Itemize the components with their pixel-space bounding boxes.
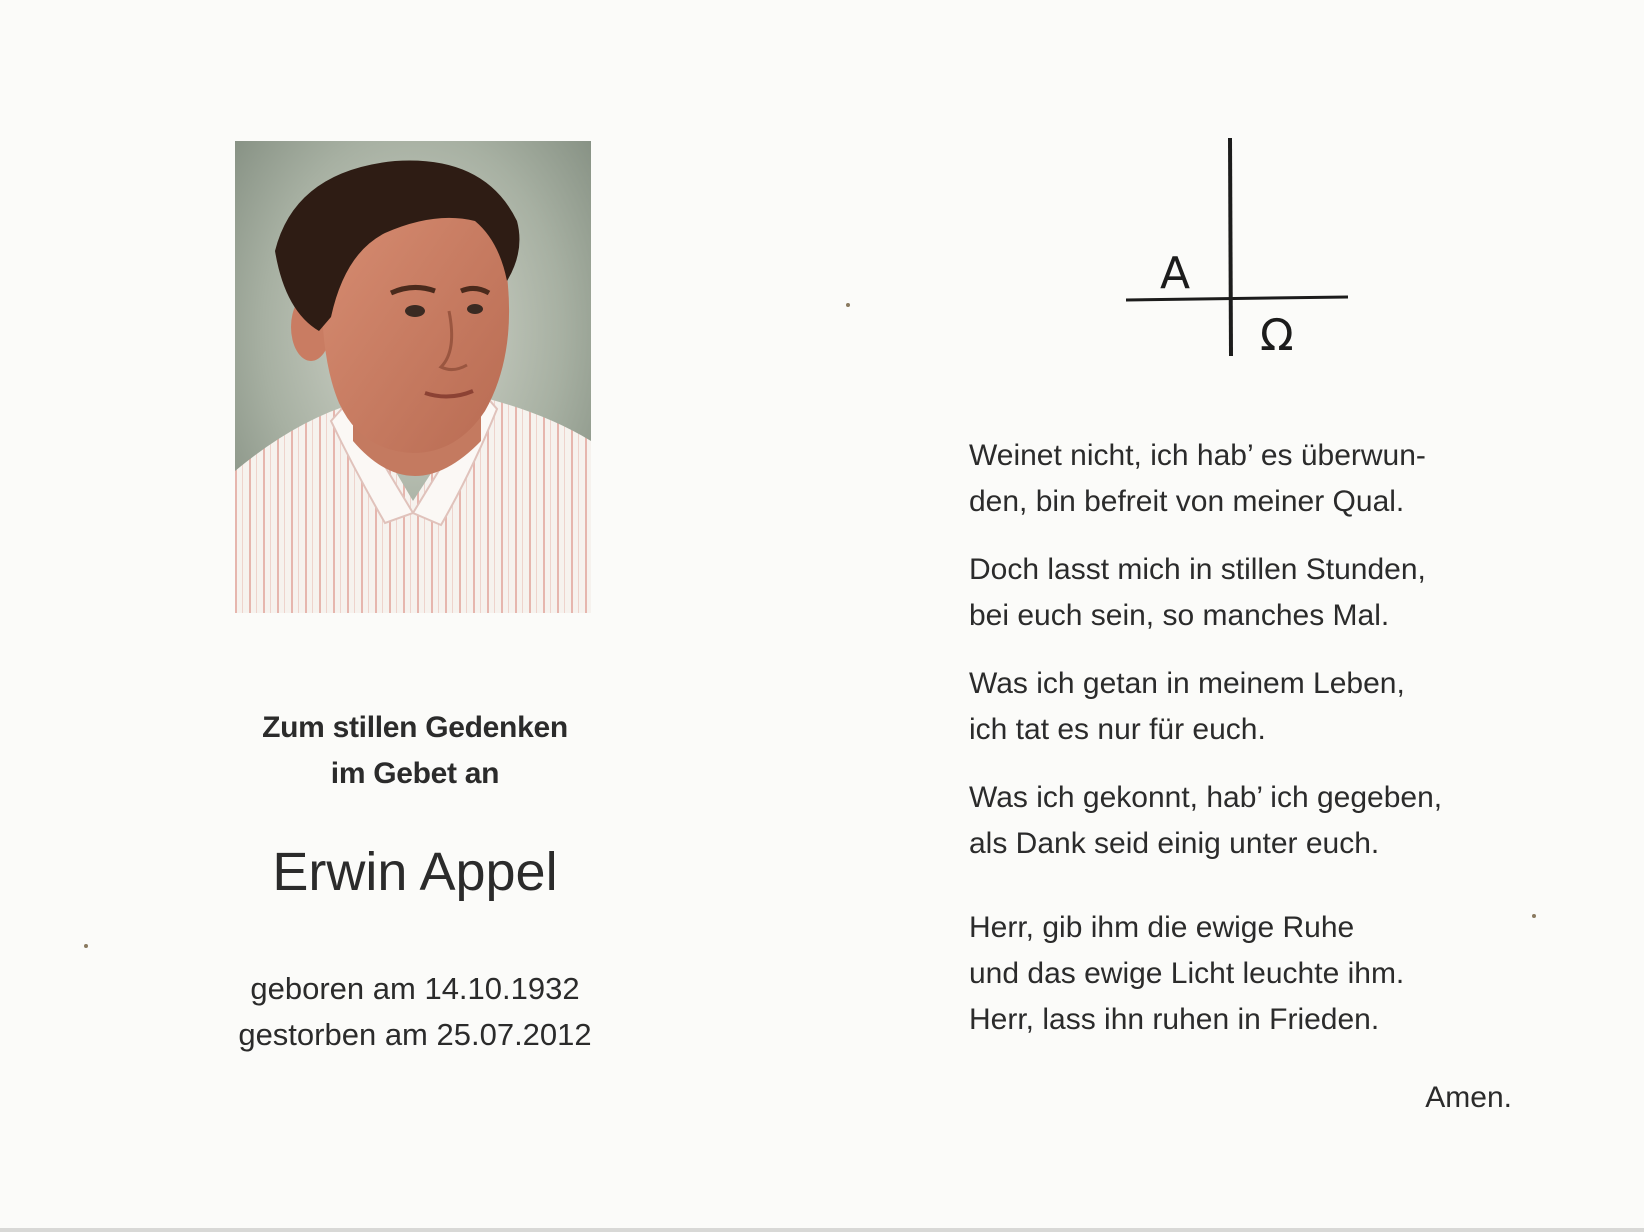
life-dates <box>170 966 660 1058</box>
poem-stanza-3 <box>969 661 1529 753</box>
poem-line: Weinet nicht, ich hab’ es überwun- <box>969 439 1426 472</box>
alpha-omega-cross-icon <box>1120 130 1360 360</box>
poem-line: Was ich gekonnt, hab’ ich gegeben, <box>969 781 1443 814</box>
alpha-letter: A <box>1160 248 1191 299</box>
poem <box>969 433 1529 1065</box>
amen: Amen. <box>1425 1081 1512 1114</box>
birth-date: geboren am 14.10.1932 <box>250 971 580 1006</box>
omega-letter: Ω <box>1260 310 1294 360</box>
poem-line: ich tat es nur für euch. <box>969 713 1266 746</box>
poem-line: Doch lasst mich in stillen Stunden, <box>969 553 1426 586</box>
poem-line: als Dank seid einig unter euch. <box>969 827 1380 860</box>
heading-line-1: Zum stillen Gedenken <box>262 711 568 744</box>
paper-speck <box>846 303 850 307</box>
memorial-heading <box>170 705 660 797</box>
prayer-line: Herr, gib ihm die ewige Ruhe <box>969 911 1355 944</box>
paper-speck <box>84 944 88 948</box>
death-date: gestorben am 25.07.2012 <box>238 1017 592 1052</box>
prayer <box>969 905 1529 1043</box>
prayer-line: Herr, lass ihn ruhen in Frieden. <box>969 1003 1380 1036</box>
poem-stanza-4 <box>969 775 1529 867</box>
paper-speck <box>1532 914 1536 918</box>
poem-line: Was ich getan in meinem Leben, <box>969 667 1405 700</box>
heading-line-2: im Gebet an <box>330 757 500 790</box>
poem-stanza-1 <box>969 433 1529 525</box>
poem-line: den, bin befreit von meiner Qual. <box>969 485 1405 518</box>
poem-line: bei euch sein, so manches Mal. <box>969 599 1390 632</box>
deceased-name: Erwin Appel <box>272 842 558 902</box>
portrait-photo <box>235 141 591 613</box>
poem-stanza-2 <box>969 547 1529 639</box>
prayer-line: und das ewige Licht leuchte ihm. <box>969 957 1405 990</box>
